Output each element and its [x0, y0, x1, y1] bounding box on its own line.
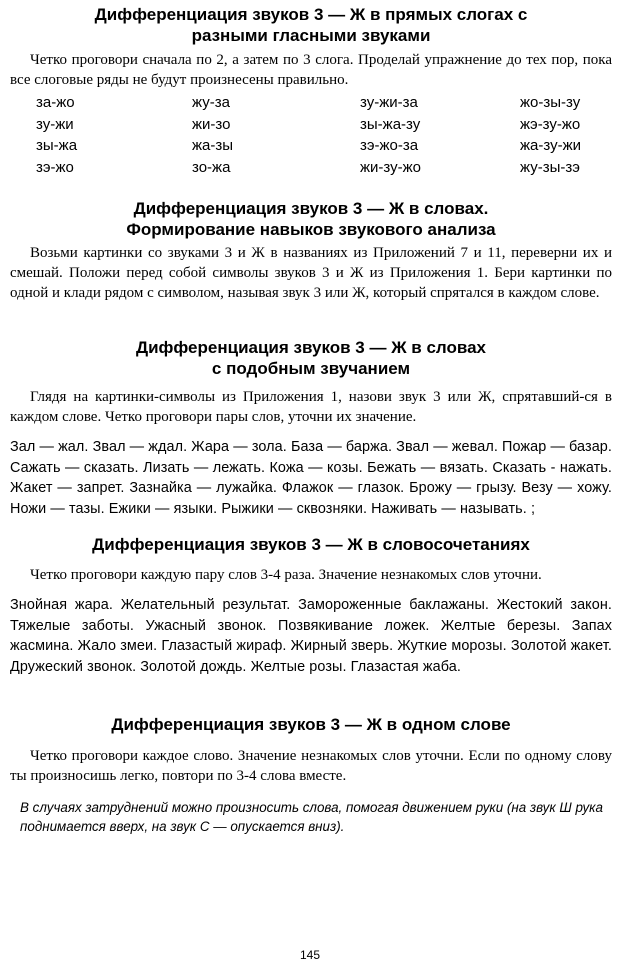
syllable-row [36, 114, 596, 136]
syllable-cell: жи-зу-жо [360, 158, 421, 176]
page-number: 145 [299, 948, 321, 962]
syllable-cell: жи-зо [192, 115, 231, 133]
section-one-word [10, 714, 612, 836]
instruction-text: Четко проговори каждое слово. Значение незнакомых слов уточни. Если по одному слову ты произносишь легко, повтори по 3-4 слова вместе. [10, 748, 612, 784]
section-title: Дифференциация звуков 3 — Ж в одном слове [111, 715, 511, 734]
syllable-grid [36, 92, 596, 178]
italic-note: В случаях затруднений можно произносить слова, помогая движением руки (на звук Ш рука поднимается вверх, на звук С — опускается вниз). [20, 800, 603, 834]
section-words-analysis [10, 198, 612, 303]
syllable-cell: зэ-жо-за [360, 137, 419, 154]
section-title-line: с подобным звучанием [211, 359, 411, 378]
section-title-line: Формирование навыков звукового анализа [126, 220, 496, 239]
syllable-cell: жа-зы [192, 137, 234, 154]
syllable-row [36, 135, 596, 157]
instruction-text: Четко проговори каждую пару слов 3-4 раза. Значение незнакомых слов уточни. [30, 567, 542, 583]
syllable-cell: зы-жа [36, 137, 78, 154]
phrases-text: Знойная жара. Желательный результат. Замороженные баклажаны. Жестокий закон. Тяжелые заботы. Ужасный звонок. Позвякивание ложек. Желтые березы. Запах жасмина. Жало змеи. Глазастый жираф. Жирный зверь. Жуткие морозы. Золотой жакет. Дружеский звонок. Золотой дождь. Желтые розы. Глазастая жаба. [10, 597, 612, 675]
section-title-line: Дифференциация звуков 3 — Ж в прямых слогах с [94, 5, 528, 24]
syllable-cell: за-жо [36, 94, 75, 111]
section-title-line: Дифференциация звуков 3 — Ж в словах. [133, 199, 489, 218]
instruction-text: Возьми картинки со звуками 3 и Ж в названиях из Приложений 7 и 11, переверни их и смешай. Положи перед собой символы звуков 3 и Ж из Приложения 1. Бери картинки по одной и клади рядом с символом, называя звук 3 или Ж, который спрятался в каждом слове. [10, 245, 612, 301]
section-syllables [10, 4, 612, 90]
syllable-cell: зы-жа-зу [360, 115, 421, 133]
syllable-row [36, 92, 596, 114]
syllable-cell: зо-жа [192, 158, 231, 176]
syllable-cell: жэ-зу-жо [520, 115, 581, 133]
syllable-cell: жу-зы-зэ [520, 158, 580, 176]
instruction-text: Глядя на картинки-символы из Приложения 1, назови звук 3 или Ж, спрятавший-ся в каждом слове. Четко проговори пары слов, уточни их значение. [10, 389, 612, 425]
section-title-line: разными гласными звуками [191, 26, 431, 45]
section-similar-words [10, 337, 612, 519]
syllable-cell: зэ-жо [36, 158, 74, 176]
syllable-cell: жу-за [192, 94, 230, 111]
section-title-line: Дифференциация звуков 3 — Ж в словах [135, 338, 487, 357]
instruction-text: Четко проговори сначала по 2, а затем по 3 слога. Проделай упражнение до тех пор, пока все слоговые ряды не будут произнесены правильно. [10, 52, 612, 88]
syllable-cell: жо-зы-зу [520, 94, 581, 111]
syllable-row [36, 157, 596, 179]
word-pairs-text: Зал — жал. Звал — ждал. Жара — зола. База — баржа. Звал — жевал. Пожар — базар. Сажать — сказать. Лизать — лежать. Кожа — козы. Бежать — вязать. Сказать - нажать. Жакет — запрет. Зазнайка — лужайка. Флажок — глазок. Брожу — грызу. Везу — хожу. Ножи — тазы. Ежики — языки. Рыжики — сквозняки. Наживать — называть. ; [10, 439, 613, 517]
syllable-cell: зу-жи [36, 115, 74, 133]
section-title: Дифференциация звуков 3 — Ж в словосочетаниях [92, 535, 530, 554]
syllable-cell: жа-зу-жи [520, 137, 581, 154]
syllable-cell: зу-жи-за [360, 94, 418, 111]
section-phrases [10, 534, 612, 677]
